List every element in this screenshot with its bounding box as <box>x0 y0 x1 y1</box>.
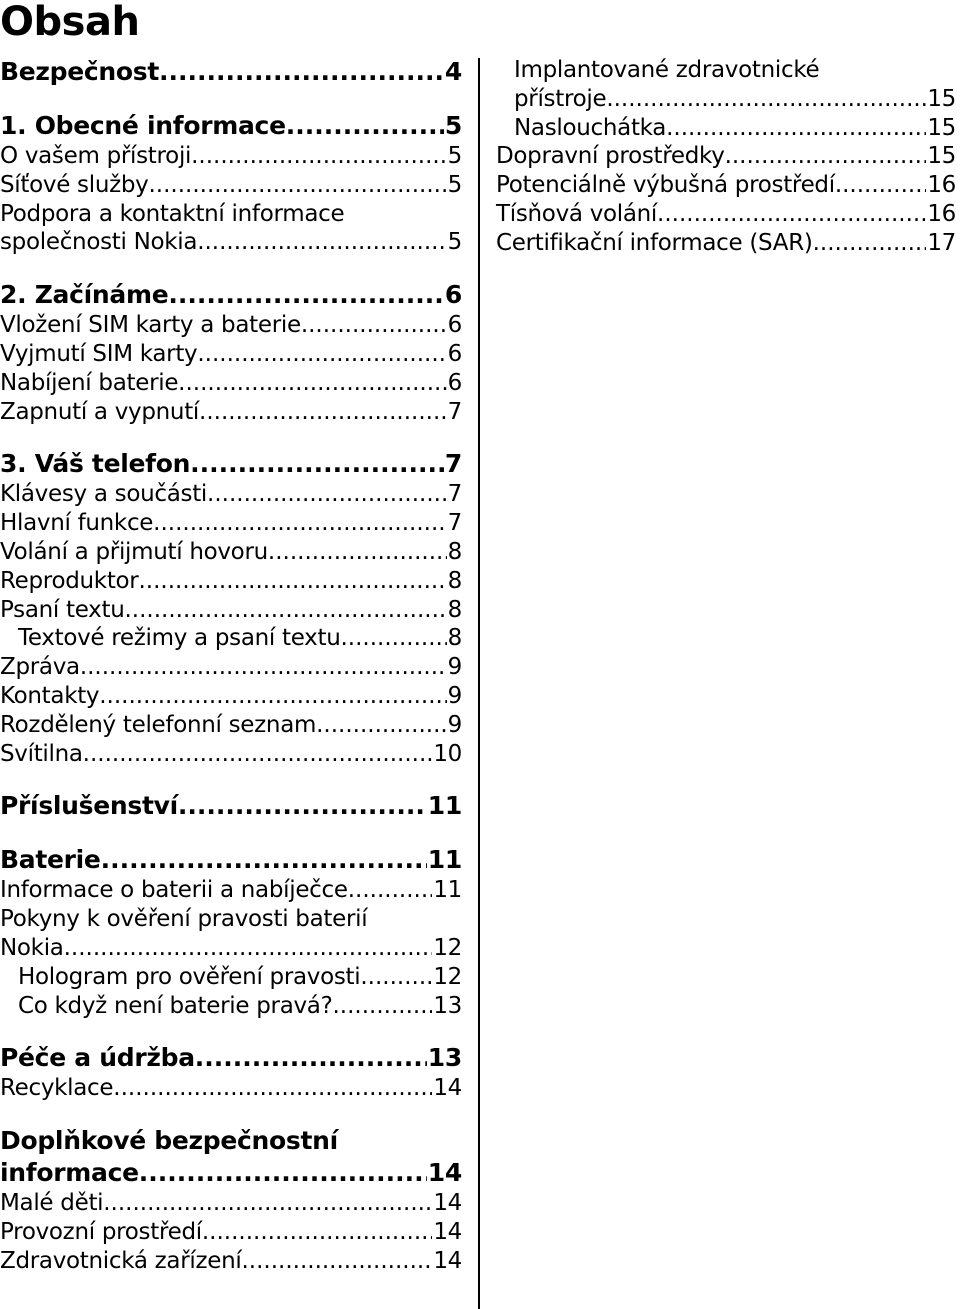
toc-page-number: 7 <box>447 398 462 425</box>
toc-page-number: 16 <box>927 200 956 227</box>
toc-entry-dopravni-prostredky[interactable] <box>496 142 956 171</box>
toc-page-number: 5 <box>447 229 462 256</box>
toc-page-number: 12 <box>433 934 462 961</box>
toc-label: O vašem přístroji <box>0 143 192 169</box>
toc-entry-zapnuti-vypnuti[interactable] <box>0 398 462 427</box>
toc-page-number: 5 <box>447 171 462 198</box>
toc-label: Reproduktor <box>0 567 139 594</box>
toc-leader-dots <box>241 1247 432 1276</box>
toc-leader-dots <box>113 1074 432 1103</box>
toc-page-number: 6 <box>444 280 462 310</box>
toc-entry-o-vasem-pristroji[interactable] <box>0 142 462 171</box>
column-divider <box>478 58 480 1309</box>
toc-label: Klávesy a součásti <box>0 481 208 508</box>
toc-leader-dots <box>101 844 427 876</box>
toc-leader-dots <box>316 711 447 740</box>
toc-page-number: 14 <box>433 1190 462 1217</box>
toc-label: Hologram pro ověření pravosti <box>18 963 361 990</box>
toc-section-doplnkove-line1[interactable]: Doplňkové bezpečnostní <box>0 1126 338 1156</box>
toc-label: Potenciálně výbušná prostředí <box>496 172 835 199</box>
toc-leader-dots <box>103 1189 432 1218</box>
toc-label: společnosti Nokia <box>0 229 198 256</box>
toc-leader-dots <box>360 963 432 992</box>
toc-label: Psaní textu <box>0 596 125 623</box>
toc-leader-dots <box>178 790 427 822</box>
toc-page-number: 9 <box>447 682 462 709</box>
toc-page-number: 16 <box>927 172 956 199</box>
toc-page-number: 8 <box>447 538 462 565</box>
toc-page-number: 17 <box>927 229 956 256</box>
toc-leader-dots <box>207 480 447 509</box>
toc-leader-dots <box>199 398 447 427</box>
toc-label: 2. Začínáme <box>0 280 169 310</box>
toc-label: Recyklace <box>0 1075 114 1102</box>
toc-entry-hologram[interactable] <box>0 963 462 992</box>
toc-entry-psani-textu[interactable] <box>0 596 462 625</box>
toc-entry-informace-o-baterii[interactable] <box>0 876 462 905</box>
toc-leader-dots <box>64 934 433 963</box>
toc-page-number: 13 <box>427 1043 462 1073</box>
toc-leader-dots <box>301 311 447 340</box>
toc-page-number: 8 <box>447 625 462 652</box>
toc-entry-implantovane[interactable] <box>496 85 956 114</box>
toc-entry-naslouchatka[interactable] <box>496 114 956 143</box>
toc-leader-dots <box>666 114 926 143</box>
toc-label: Vyjmutí SIM karty <box>0 340 198 367</box>
toc-page-number: 14 <box>427 1158 462 1188</box>
toc-section-bezpecnost[interactable] <box>0 56 462 88</box>
toc-entry-hlavni-funkce[interactable] <box>0 509 462 538</box>
page-title: Obsah <box>0 0 140 45</box>
toc-leader-dots <box>286 110 444 142</box>
toc-entry-sitove-sluzby[interactable] <box>0 171 462 200</box>
toc-label: Bezpečnost <box>0 57 160 86</box>
toc-label: Certifikační informace (SAR) <box>496 229 813 256</box>
toc-entry-textove-rezimy[interactable] <box>0 624 462 653</box>
toc-entry-co-kdyz[interactable] <box>0 992 462 1021</box>
toc-entry-recyklace[interactable] <box>0 1074 462 1103</box>
toc-entry-certifikacni-informace[interactable] <box>496 229 956 258</box>
toc-entry-provozni-prostredi[interactable] <box>0 1218 462 1247</box>
toc-entry-nabijeni-baterie[interactable] <box>0 369 462 398</box>
toc-label: Nokia <box>0 934 64 961</box>
toc-page-number: 15 <box>927 143 956 170</box>
toc-label: Nabíjení baterie <box>0 369 179 396</box>
toc-label: Dopravní prostředky <box>496 143 725 170</box>
toc-label: Co když není baterie pravá? <box>18 992 333 1019</box>
toc-entry-vlozeni-sim[interactable] <box>0 311 462 340</box>
toc-label: Kontakty <box>0 682 100 709</box>
toc-entry-male-deti[interactable] <box>0 1189 462 1218</box>
toc-entry-implantovane-line1[interactable]: Implantované zdravotnické <box>514 57 820 83</box>
toc-label: Síťové služby <box>0 171 149 198</box>
toc-entry-pokyny[interactable] <box>0 934 462 963</box>
toc-leader-dots <box>159 56 444 88</box>
toc-label: Malé děti <box>0 1190 104 1217</box>
toc-entry-volani[interactable] <box>0 538 462 567</box>
toc-section-zaciname[interactable] <box>0 279 462 311</box>
toc-entry-klavesy[interactable] <box>0 480 462 509</box>
toc-entry-zprava[interactable] <box>0 653 462 682</box>
toc-page-number: 7 <box>444 449 462 479</box>
toc-entry-tisnova-volani[interactable] <box>496 200 956 229</box>
toc-leader-dots <box>348 876 433 905</box>
toc-label: 3. Váš telefon <box>0 449 191 479</box>
toc-leader-dots <box>197 340 446 369</box>
toc-label: Informace o baterii a nabíječce <box>0 877 348 904</box>
toc-leader-dots <box>202 1218 432 1247</box>
toc-page-number: 8 <box>447 567 462 594</box>
toc-leader-dots <box>725 142 927 171</box>
toc-leader-dots <box>99 682 446 711</box>
toc-entry-rozdeleny-seznam[interactable] <box>0 711 462 740</box>
toc-entry-svitilna[interactable] <box>0 740 462 769</box>
toc-entry-reproduktor[interactable] <box>0 567 462 596</box>
toc-entry-pokyny-line1[interactable]: Pokyny k ověření pravosti baterií <box>0 906 368 933</box>
toc-section-doplnkove[interactable] <box>0 1157 462 1189</box>
toc-section-prislusenstvi[interactable] <box>0 790 462 822</box>
toc-page-number: 6 <box>447 340 462 367</box>
toc-label: Volání a přijmutí hovoru <box>0 538 268 565</box>
toc-page-number: 6 <box>447 312 462 339</box>
toc-label: Zdravotnická zařízení <box>0 1247 242 1274</box>
toc-page-number: 5 <box>444 111 462 140</box>
toc-leader-dots <box>83 740 433 769</box>
toc-leader-dots <box>333 992 433 1021</box>
toc-page-number: 7 <box>447 510 462 537</box>
toc-label: Tísňová volání <box>496 200 658 227</box>
toc-leader-dots <box>813 229 927 258</box>
toc-page-number: 11 <box>427 791 462 821</box>
toc-leader-dots <box>268 538 447 567</box>
toc-page-number: 5 <box>447 143 462 169</box>
toc-left-column <box>0 56 462 1276</box>
toc-page-number: 12 <box>433 963 462 990</box>
toc-section-vas-telefon[interactable] <box>0 448 462 480</box>
toc-label: 1. Obecné informace <box>0 111 286 140</box>
toc-label: Zpráva <box>0 654 80 681</box>
toc-entry-podpora-line1[interactable]: Podpora a kontaktní informace <box>0 200 345 227</box>
toc-entry-potencialne-vybusna[interactable] <box>496 171 956 200</box>
toc-page-number: 9 <box>447 654 462 681</box>
toc-leader-dots <box>138 567 446 596</box>
toc-page-number: 15 <box>927 85 956 112</box>
toc-leader-dots <box>835 171 927 200</box>
toc-label: Vložení SIM karty a baterie <box>0 312 301 339</box>
toc-entry-vyjmuti-sim[interactable] <box>0 340 462 369</box>
toc-label: Baterie <box>0 845 101 875</box>
toc-page-number: 13 <box>433 992 462 1019</box>
toc-label: Textové režimy a psaní textu <box>18 625 341 652</box>
toc-page-number: 9 <box>447 711 462 738</box>
toc-leader-dots <box>340 624 446 653</box>
toc-label: informace <box>0 1158 139 1188</box>
toc-label: Zapnutí a vypnutí <box>0 398 200 425</box>
toc-page-number: 10 <box>433 740 462 767</box>
toc-page-number: 7 <box>447 481 462 508</box>
toc-page-number: 15 <box>927 114 956 141</box>
toc-page-number: 14 <box>433 1218 462 1245</box>
toc-page-number: 11 <box>427 845 462 875</box>
toc-page-number: 4 <box>444 57 462 86</box>
toc-label: Příslušenství <box>0 791 178 821</box>
toc-right-column <box>496 56 956 258</box>
toc-section-pece-a-udrzba[interactable] <box>0 1042 462 1074</box>
toc-leader-dots <box>191 142 447 171</box>
toc-leader-dots <box>80 653 447 682</box>
toc-leader-dots <box>168 279 444 311</box>
toc-page-number: 8 <box>447 596 462 623</box>
toc-leader-dots <box>657 200 926 229</box>
toc-leader-dots <box>153 509 447 538</box>
toc-section-baterie[interactable] <box>0 844 462 876</box>
toc-entry-kontakty[interactable] <box>0 682 462 711</box>
toc-leader-dots <box>197 228 446 257</box>
toc-entry-podpora[interactable] <box>0 228 462 257</box>
toc-page-number: 14 <box>433 1247 462 1274</box>
toc-leader-dots <box>606 85 926 114</box>
toc-label: Hlavní funkce <box>0 510 154 537</box>
toc-page-number: 6 <box>447 369 462 396</box>
toc-leader-dots <box>190 448 444 480</box>
toc-page-number: 14 <box>433 1075 462 1102</box>
toc-entry-zdravotnicka-zarizeni[interactable] <box>0 1247 462 1276</box>
toc-leader-dots <box>149 171 447 200</box>
toc-leader-dots <box>125 596 447 625</box>
toc-label: Péče a údržba <box>0 1043 195 1073</box>
toc-leader-dots <box>195 1042 427 1074</box>
toc-leader-dots <box>178 369 446 398</box>
toc-leader-dots <box>139 1157 427 1189</box>
toc-label: Rozdělený telefonní seznam <box>0 711 317 738</box>
toc-label: Provozní prostředí <box>0 1218 202 1245</box>
toc-label: přístroje <box>514 85 607 112</box>
toc-label: Svítilna <box>0 740 83 767</box>
toc-page-number: 11 <box>433 877 462 904</box>
toc-label: Naslouchátka <box>514 114 667 141</box>
toc-section-obecne-informace[interactable] <box>0 110 462 142</box>
